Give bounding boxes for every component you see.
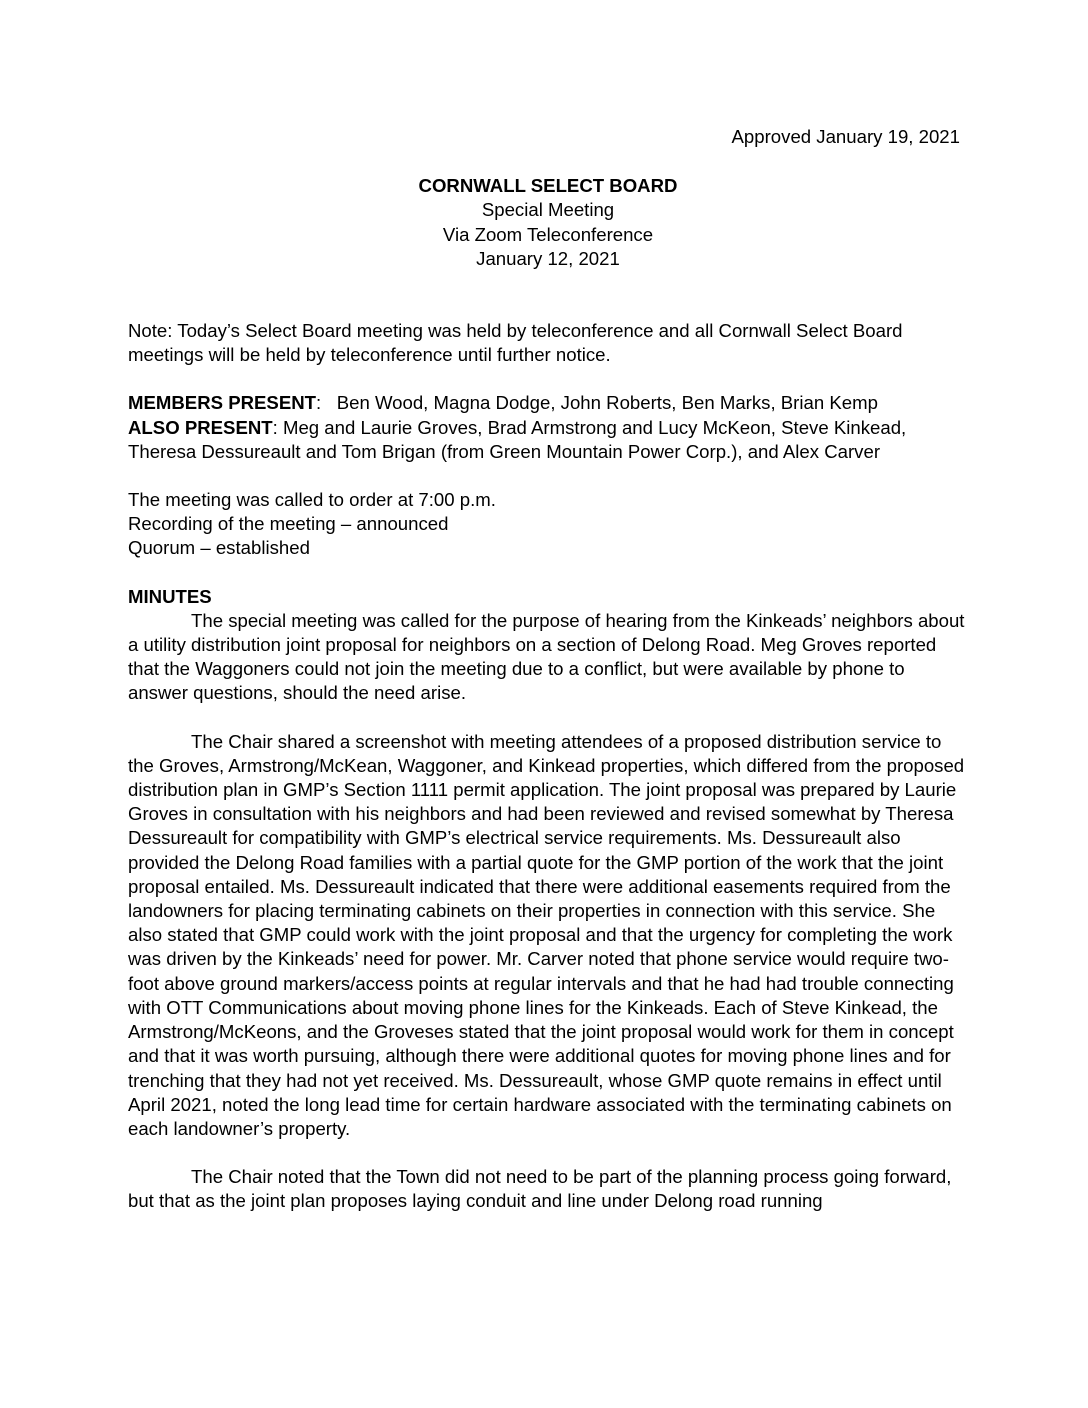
- minutes-heading: MINUTES: [128, 585, 212, 607]
- document-page: [128, 125, 968, 1214]
- minutes-paragraph: The special meeting was called for the purpose of hearing from the Kinkeads’ neighbors about a utility distribution joint proposal for neighbors on a section of Delong Road. Meg Groves reported that the Waggoners could not join the meeting due to a conflict, but were available by phone to answer questions, should the need arise.: [128, 609, 965, 704]
- members-present-names: : Ben Wood, Magna Dodge, John Roberts, Ben Marks, Brian Kemp: [316, 392, 878, 414]
- board-name: CORNWALL SELECT BOARD: [418, 175, 678, 197]
- recording-announcement: Recording of the meeting – announced: [128, 513, 449, 535]
- minutes-paragraph: The Chair noted that the Town did not need to be part of the planning process going forward, but that as the joint plan proposes laying conduit and line under Delong road running: [128, 1166, 952, 1212]
- approval-line: Approved January 19, 2021: [731, 126, 960, 147]
- minutes-paragraph: The Chair shared a screenshot with meeting attendees of a proposed distribution service to the Groves, Armstrong/McKean, Waggoner, and Kinkead properties, which differed from the proposed distribution plan in GMP’s Section 1111 permit application. The joint proposal was prepared by Laurie Groves in consultation with his neighbors and had been reviewed and revised somewhat by Theresa Dessureault for compatibility with GMP’s electrical service requirements. Ms. Dessureault also provided the Delong Road families with a partial quote for the GMP portion of the work that the joint proposal entailed. Ms. Dessureault indicated that there were additional easements required from the landowners for placing terminating cabinets on their properties in connection with this service. She also stated that GMP could work with the joint proposal and that the urgency for completing the work was driven by the Kinkeads’ need for power. Mr. Carver noted that phone service would require two-foot above ground markers/access points at regular intervals and that he had had trouble connecting with OTT Communications about moving phone lines for the Kinkeads. Each of Steve Kinkead, the Armstrong/McKeons, and the Groveses stated that the joint proposal would work for them in concept and that it was worth pursuing, although there were additional quotes for moving phone lines and for trenching that they had not yet received. Ms. Dessureault, whose GMP quote remains in effect until April 2021, noted the long lead time for certain hardware associated with the terminating cabinets on each landowner’s property.: [128, 730, 965, 1139]
- meeting-type: Special Meeting: [481, 199, 615, 221]
- also-present-line: [128, 416, 968, 464]
- quorum-status: Quorum – established: [128, 537, 310, 559]
- members-present-line: [128, 391, 968, 415]
- meeting-venue: Via Zoom Teleconference: [442, 223, 654, 245]
- attendance-block: [128, 391, 968, 464]
- meeting-date: January 12, 2021: [476, 247, 620, 269]
- procedure-block: [128, 488, 968, 561]
- also-present-label: ALSO PRESENT: [128, 416, 273, 438]
- members-present-label: MEMBERS PRESENT: [128, 392, 317, 414]
- call-to-order: The meeting was called to order at 7:00 p.m.: [128, 489, 496, 511]
- also-present-names: : Meg and Laurie Groves, Brad Armstrong and Lucy McKeon, Steve Kinkead, Theresa Dessureault and Tom Brigan (from Green Mountain Power Corp.), and Alex Carver: [128, 416, 907, 462]
- teleconference-note: Note: Today’s Select Board meeting was held by teleconference and all Cornwall Select Board meetings will be held by teleconference until further notice.: [128, 320, 903, 366]
- document-header: [128, 174, 968, 271]
